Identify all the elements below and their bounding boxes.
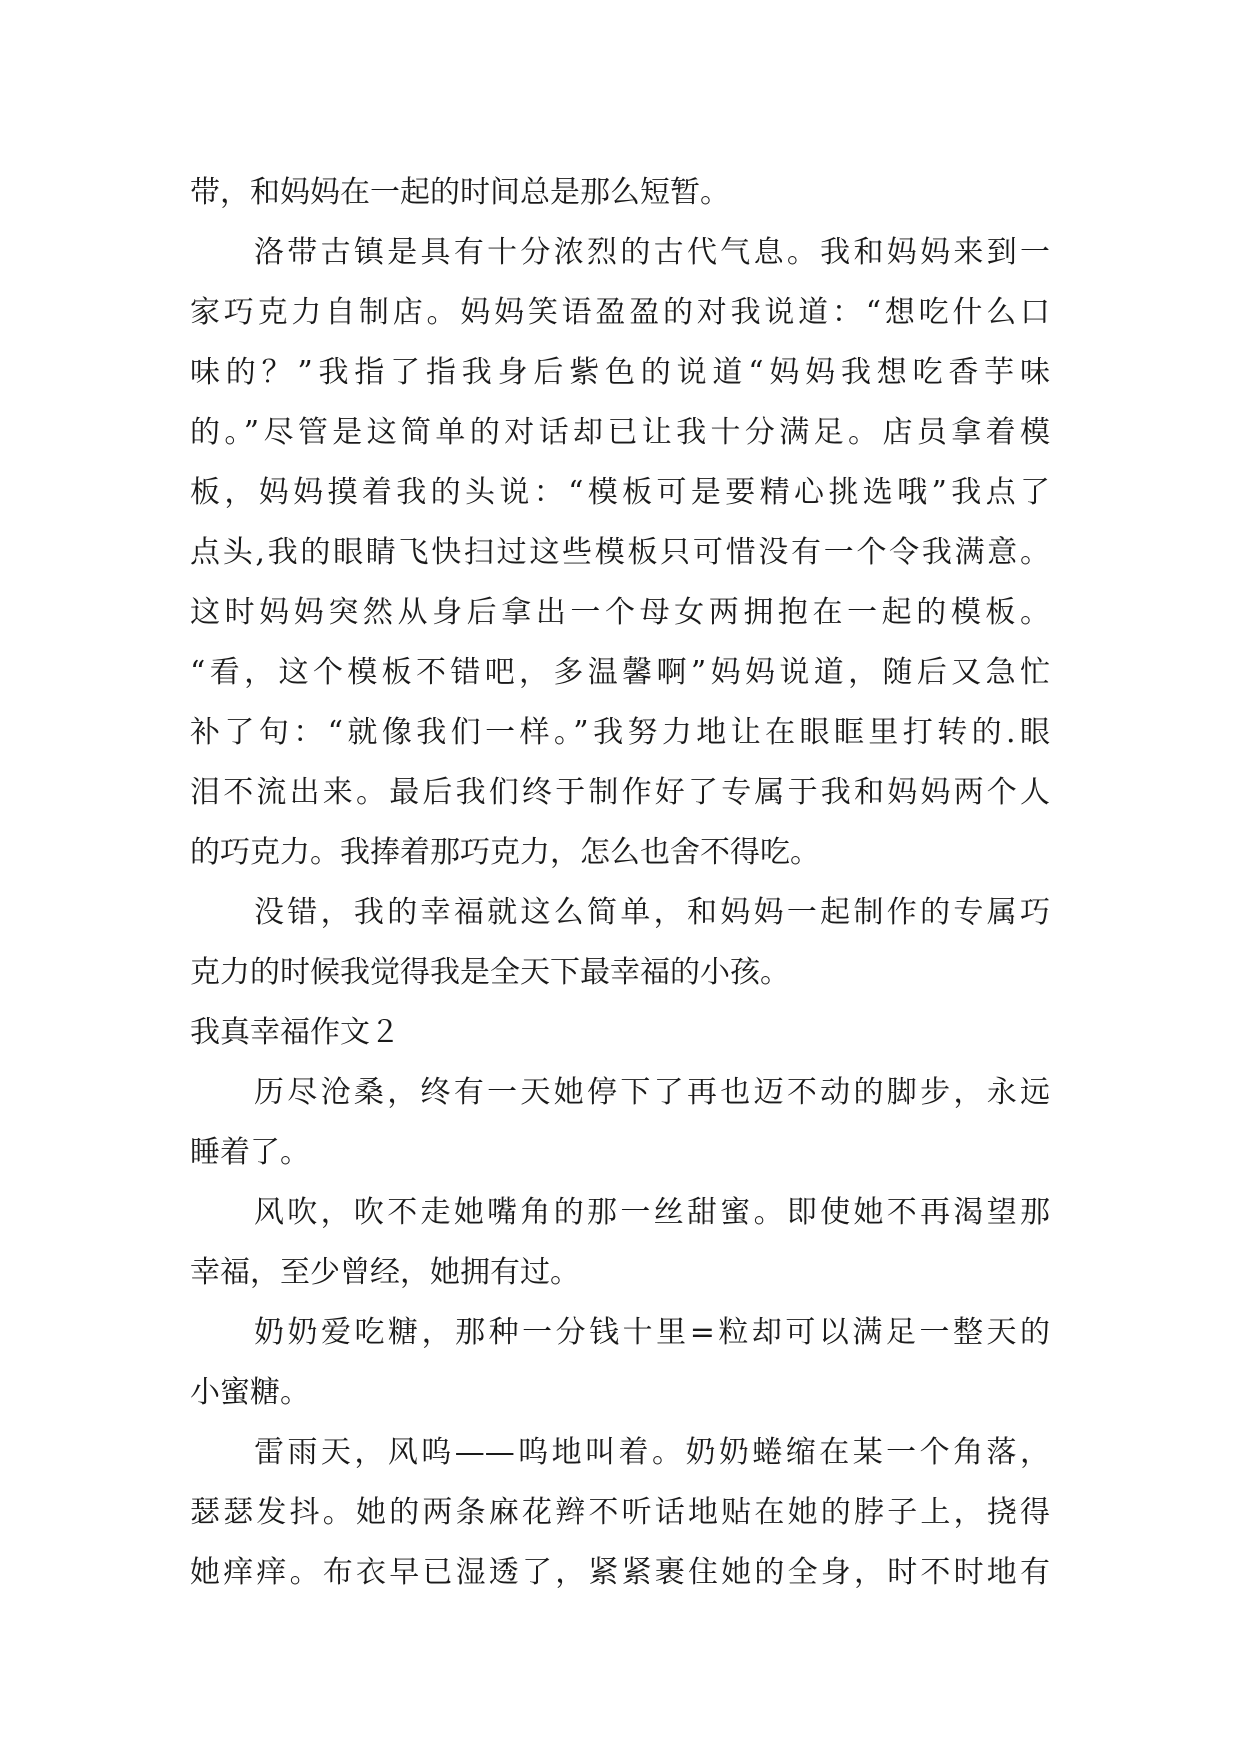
- text-line: “看，这个模板不错吧，多温馨啊”妈妈说道，随后又急忙: [190, 655, 1050, 690]
- text-line: 的巧克力。我捧着那巧克力，怎么也舍不得吃。: [190, 835, 820, 870]
- document-body: [190, 163, 1050, 1603]
- text-line: 洛带古镇是具有十分浓烈的古代气息。我和妈妈来到一: [254, 235, 1050, 270]
- text-line: 雷雨天，风呜——呜地叫着。奶奶蜷缩在某一个角落，: [254, 1435, 1050, 1470]
- text-line: 家巧克力自制店。妈妈笑语盈盈的对我说道：“想吃什么口: [190, 295, 1050, 330]
- text-line: 历尽沧桑，终有一天她停下了再也迈不动的脚步，永远: [254, 1075, 1050, 1110]
- text-line: 瑟瑟发抖。她的两条麻花辫不听话地贴在她的脖子上，挠得: [190, 1495, 1050, 1530]
- text-line: 点头,我的眼睛飞快扫过这些模板只可惜没有一个令我满意。: [190, 535, 1050, 570]
- text-line: 风吹，吹不走她嘴角的那一丝甜蜜。即使她不再渴望那: [254, 1195, 1050, 1230]
- text-line: 的。”尽管是这简单的对话却已让我十分满足。店员拿着模: [190, 415, 1050, 450]
- text-line: 小蜜糖。: [190, 1375, 310, 1410]
- text-line: 这时妈妈突然从身后拿出一个母女两拥抱在一起的模板。: [190, 595, 1050, 630]
- text-line: 睡着了。: [190, 1135, 310, 1170]
- text-line: 没错，我的幸福就这么简单，和妈妈一起制作的专属巧: [254, 895, 1050, 930]
- text-line: 带，和妈妈在一起的时间总是那么短暂。: [190, 175, 730, 210]
- text-line: 克力的时候我觉得我是全天下最幸福的小孩。: [190, 955, 790, 990]
- text-line: 奶奶爱吃糖，那种一分钱十里=粒却可以满足一整天的: [254, 1315, 1050, 1350]
- text-line: 泪不流出来。最后我们终于制作好了专属于我和妈妈两个人: [190, 775, 1050, 810]
- text-line: 她痒痒。布衣早已湿透了，紧紧裹住她的全身，时不时地有: [190, 1555, 1050, 1590]
- text-line: 味的？”我指了指我身后紫色的说道“妈妈我想吃香芋味: [190, 355, 1050, 390]
- text-line: 板，妈妈摸着我的头说：“模板可是要精心挑选哦”我点了: [190, 475, 1050, 510]
- text-line: 补了句：“就像我们一样。”我努力地让在眼眶里打转的.眼: [190, 715, 1050, 750]
- text-line: 幸福，至少曾经，她拥有过。: [190, 1255, 580, 1290]
- section-heading: 我真幸福作文２: [190, 1015, 400, 1050]
